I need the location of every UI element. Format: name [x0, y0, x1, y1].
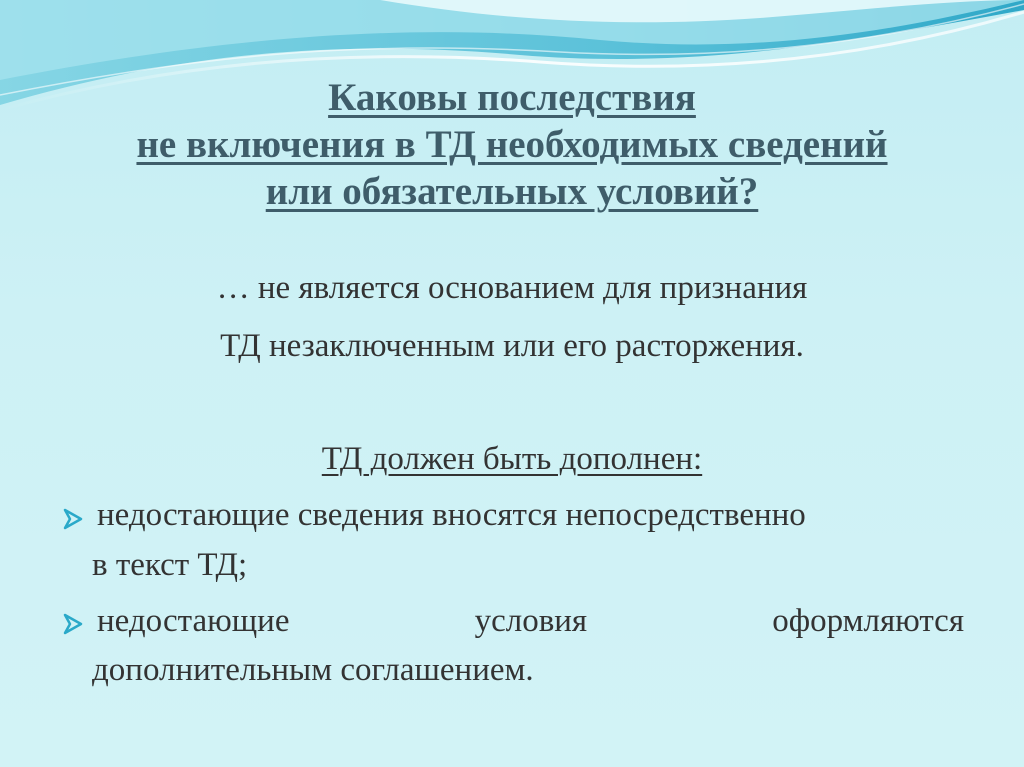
- bullet-1-line-1: недостающие сведения вносятся непосредственно: [97, 497, 806, 533]
- title-line-3: или обязательных условий?: [265, 170, 759, 213]
- answer-line-2: ТД незаключенным или его расторжения.: [220, 328, 804, 364]
- bullet-2-word-1: недостающие: [97, 603, 290, 639]
- bullet-1-line-2: в текст ТД;: [92, 547, 248, 583]
- arrow-bullet-icon: [62, 612, 84, 636]
- answer-line-1: … не является основанием для признания: [216, 270, 808, 306]
- title-line-2: не включения в ТД необходимых сведений: [136, 123, 888, 166]
- slide-title: [60, 74, 964, 215]
- arrow-bullet-icon: [62, 507, 84, 531]
- title-line-1: Каковы последствия: [328, 76, 696, 119]
- bullet-2-line-2: дополнительным соглашением.: [92, 652, 534, 688]
- bullet-2-line-1: [97, 603, 964, 640]
- bullet-2-word-2: условия: [474, 603, 588, 639]
- subheading-text: ТД должен быть дополнен:: [321, 441, 703, 477]
- subheading: [60, 441, 964, 478]
- bullet-2-word-3: оформляются: [772, 603, 964, 639]
